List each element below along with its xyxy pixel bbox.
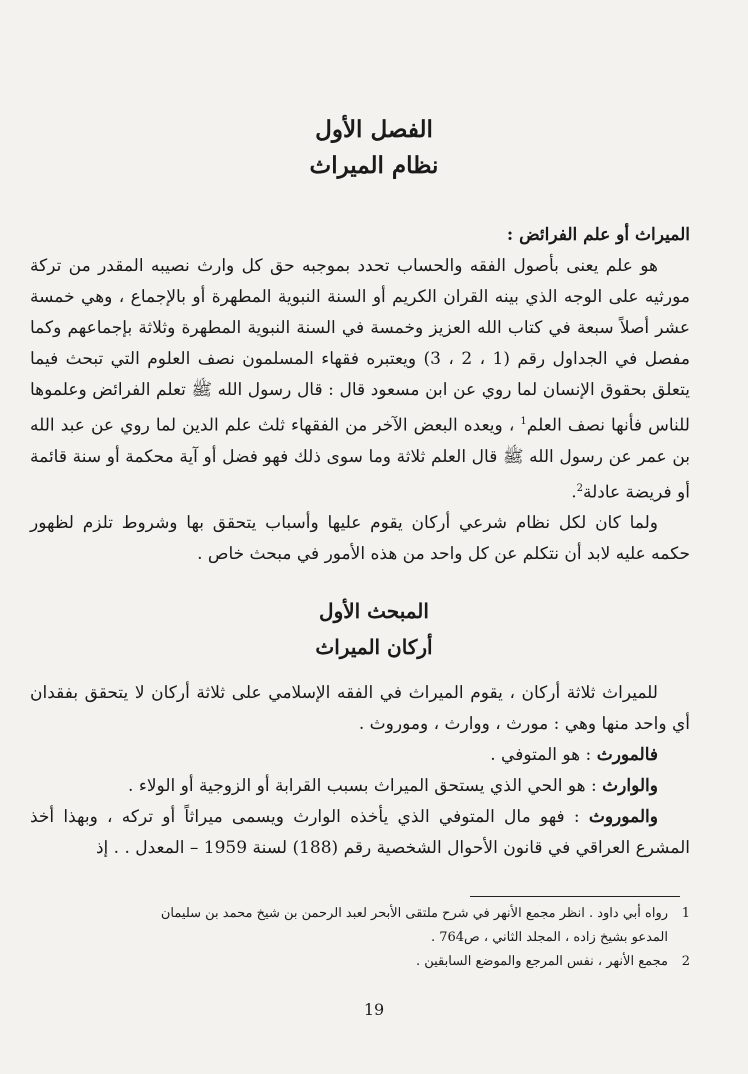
section-heading: الميراث أو علم الفرائض : [506,225,690,245]
paragraph-text: هو علم يعنى بأصول الفقه والحساب تحدد بموجبه حق كل وارث نصيبه المقدر من تركة مورثيه على الوجه الذي بينه القران الكريم أو السنة النبوية المطهرة أو بالإجماع ، وهي خمسة عشر أصلاً سبعة في كتاب الله العزيز وخمسة في السنة النبوية المطهرة وثلاثة بإجماعهم وكما مفصل في الجداول رقم (1 ، 2 ، 3) ويعتبره فقهاء المسلمون نصف العلوم التي تبحث فيما يتعلق بحقوق الإنسان لما روي عن ابن مسعود قال : قال رسول الله ﷺ تعلم الفرائض وعلموها للناس فأنها نصف العلم [30,256,691,436]
subsection-number: المبحث الأول [319,599,429,623]
definition-estate [30,802,690,864]
term: والموروث [588,807,658,827]
footnote-ref: 1 [520,416,527,427]
footnotes [30,902,690,974]
paragraph-text: ، ويعده البعض الآخر من الفقهاء ثلث علم الدين لما روي عن عبد الله بن عمر عن رسول الله ﷺ قال العلم ثلاثة وما سوى ذلك فهو فضل أو آية محكمة أو سنة قائمة أو فريضة عادلة [30,415,690,503]
chapter-name: نظام الميراث [309,152,439,179]
paragraph-intro: ولما كان لكل نظام شرعي أركان يقوم عليها وأسباب يتحقق بها وشروط تلزم لظهور حكمه عليه لابد أن نتكلم عن كل واحد من هذه الأمور في مبحث خاص . [30,513,690,565]
definition-text: : هو المتوفي . [490,745,597,765]
definition-deceased [30,740,690,771]
term: فالمورث [596,745,658,765]
section-pillars [30,678,690,864]
subsection-title: أركان الميراث [315,635,433,659]
page-number: 19 [363,1000,385,1019]
paragraph-text: . [571,482,577,503]
paragraph-definition [30,251,690,508]
footnote-number: 2 [681,954,690,969]
footnote-divider [470,896,680,897]
term: والوارث [602,776,658,796]
paragraph-pillars: للميراث ثلاثة أركان ، يقوم الميراث في الفقه الإسلامي على ثلاثة أركان لا يتحقق بفقدان أي واحد منها وهي : مورث ، ووارث ، وموروث . [30,683,690,734]
definition-text: : فهو مال المتوفي الذي يأخذه الوارث ويسمى ميراثاً أو تركه ، وبهذا أخذ المشرع العراقي في قانون الأحوال الشخصية رقم (188) لسنة 1959 – المعدل . . إذ [30,807,690,858]
footnote [30,950,690,974]
definition-heir [30,771,690,802]
footnote-continuation: المدعو بشيخ زاده ، المجلد الثاني ، ص764 . [430,930,668,945]
footnote-text: رواه أبي داود . انظر مجمع الأنهر في شرح ملتقى الأبحر لعبد الرحمن بن شيخ محمد بن سليمان [160,906,668,921]
definition-text: : هو الحي الذي يستحق الميراث بسبب القرابة أو الزوجية أو الولاء . [128,776,603,796]
footnote-number: 1 [681,906,690,921]
footnote [30,902,690,926]
footnote-ref: 2 [576,482,583,494]
footnote-text: مجمع الأنهر ، نفس المرجع والموضع السابقين . [415,954,668,969]
section-inheritance [30,220,690,570]
chapter-number: الفصل الأول [315,116,433,143]
chapter-title [0,112,748,184]
